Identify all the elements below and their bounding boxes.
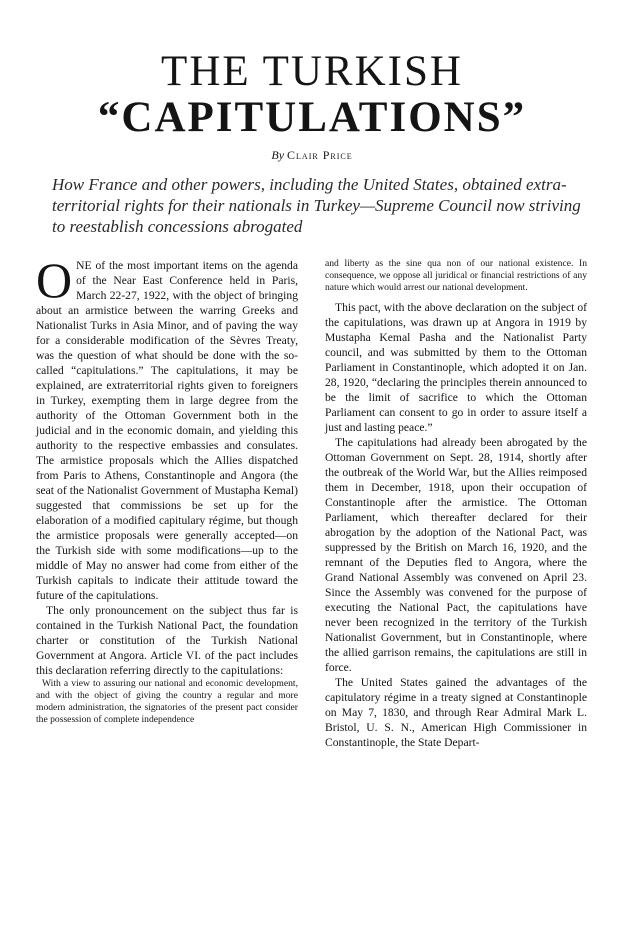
byline [0, 148, 624, 163]
paragraph-4: The capitulations had already been abrogated by the Ottoman Government on Sept. 28, 1914, shortly after the outbreak of the World War, but the Allies reimposed them in December, 1918, upon their occupation of Constantinople after the armistice. The Ottoman Parliament, which thereafter declared for their abrogation by the adoption of the National Pact, was suppressed by the British on March 16, 1920, and the remnant of the Deputies fled to Angora, where the Grand National Assembly was convened on April 23. Since the Assembly was convened for the purpose of executing the National Pact, the capitulations have never been recognized in the territory of the Turkish Nationalist Government, but in Constantinople, where the allied garrison remains, the capitulations are still in force. [325, 436, 587, 674]
paragraph-5: The United States gained the advantages of the capitulatory régime in a treaty signed at Constantinople on May 7, 1830, and through Rear Admiral Mark L. Bristol, U. S. N., American High Commissioner in Constantinople, the State Depart- [325, 676, 587, 749]
block-quote-continued: and liberty as the sine qua non of our national existence. In consequence, we oppose all juridical or financial restrictions of any nature which would arrest our national development. [325, 258, 587, 293]
right-column [325, 258, 587, 750]
paragraph-1 [36, 252, 298, 603]
title-line-2: “CAPITULATIONS” [97, 94, 527, 141]
drop-cap: O [36, 252, 73, 308]
paragraph-3: This pact, with the above declaration on the subject of the capitulations, was drawn up at Angora in 1919 by Mustapha Kemal Pasha and the Nationalist Party council, and was submitted by them to the Ottoman Parliament in Constantinople, which adopted it on Jan. 28, 1920, “declaring the principles therein announced to be the limit of sacrifice to which the Ottoman Parliament can consent to go in order to assure itself a just and lasting peace.” [325, 301, 587, 434]
paragraph-1-text: NE of the most important items on the agenda of the Near East Conference held in Paris, March 22-27, 1922, with the object of bringing about an armistice between the warring Greeks and Nationalist Turks in Asia Minor, and of paving the way for a considerable modification of the Sèvres Treaty, was the question of what should be done with the so-called “capitulations.” The capitulations, it may be explained, are extraterritorial rights given to foreigners in Turkey, exempting them in large degree from the authority of the Ottoman Government both in the judicial and in the economic domain, and yielding this authority to the respective embassies and consulates. The armistice proposals which the Allies dispatched from Paris to Athens, Constantinople and Angora (the seat of the Nationalist Government of Mustapha Kemal) suggested that commissions be set up for the elaboration of a modified capitulary régime, but though the armistice proposals were generally accepted—on the Turkish side with some modifications—up to the middle of May no answer had come from either of the Turkish capitals to indicate their attitude toward the future of the capitulations. [36, 259, 298, 602]
block-quote: With a view to assuring our national and economic development, and with the object of giving the country a regular and more modern administration, the signatories of the present pact consider the possession of complete independence [36, 678, 298, 725]
article-dek: How France and other powers, including the United States, obtained extra-territorial rights for their nationals in Turkey—Supreme Council now striving to reestablish concessions abrogated [52, 175, 581, 236]
left-column [36, 252, 298, 726]
byline-author: Clair Price [287, 148, 353, 162]
title-line-1: THE TURKISH [161, 48, 463, 95]
byline-prefix: By [271, 148, 288, 162]
paragraph-2: The only pronouncement on the subject thus far is contained in the Turkish National Pact, the foundation charter or constitution of the Turkish National Government at Angora. Article VI. of the pact includes this declaration referring directly to the capitulations: [36, 604, 298, 677]
